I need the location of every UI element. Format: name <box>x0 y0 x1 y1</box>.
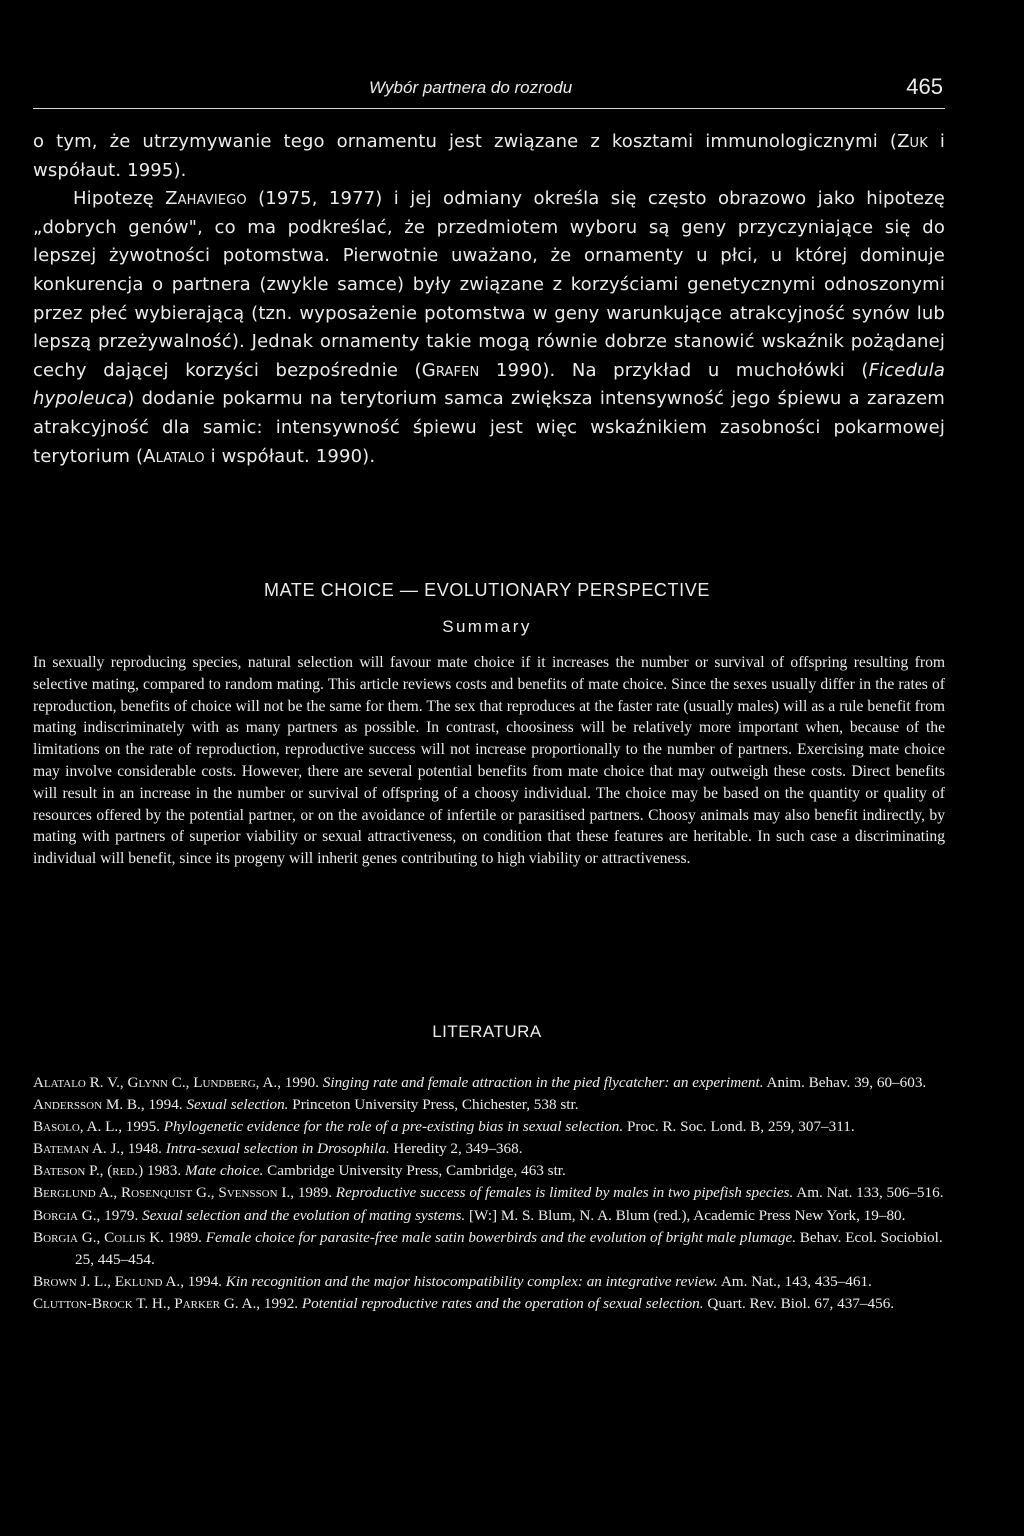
reference-entry <box>33 1160 945 1182</box>
reference-title: Female choice for parasite-free male satin bowerbirds and the evolution of bright male plumage. <box>205 1228 796 1246</box>
reference-title: Reproductive success of females is limited by males in two pipefish species. <box>335 1184 794 1202</box>
reference-year: 1994. <box>184 1272 226 1290</box>
reference-authors: Clutton-Brock T. H., Parker G. A., <box>33 1294 261 1312</box>
literature-title: LITERATURA <box>432 1022 542 1041</box>
paragraph <box>33 128 945 185</box>
reference-source: Am. Nat. 133, 506–516. <box>793 1184 944 1202</box>
citation-author: Zahaviego <box>165 188 247 210</box>
reference-title: Potential reproductive rates and the operation of sexual selection. <box>301 1294 704 1312</box>
reference-title: Phylogenetic evidence for the role of a pre-existing bias in sexual selection. <box>163 1118 624 1136</box>
reference-source: Cambridge University Press, Cambridge, 463 str. <box>263 1162 566 1180</box>
text-run: i współaut. 1995). <box>33 131 946 181</box>
reference-year: 1989. <box>163 1228 206 1246</box>
reference-year: 1992. <box>260 1294 302 1312</box>
reference-source: Princeton University Press, Chichester, 538 str. <box>288 1096 579 1114</box>
reference-entry <box>33 1205 945 1227</box>
reference-year: 1995. <box>122 1118 164 1136</box>
reference-title: Kin recognition and the major histocompatibility complex: an integrative review. <box>225 1272 718 1290</box>
reference-source: [W:] M. S. Blum, N. A. Blum (red.), Academic Press New York, 19–80. <box>465 1206 906 1224</box>
reference-year: 1983. <box>143 1162 185 1180</box>
reference-authors: Andersson M. B., <box>33 1096 145 1114</box>
reference-title: Mate choice. <box>184 1162 264 1180</box>
reference-source: Anim. Behav. 39, 60–603. <box>763 1074 927 1091</box>
reference-year: 1948. <box>124 1140 166 1158</box>
reference-source: Behav. Ecol. Sociobiol. 25, 445–454. <box>75 1228 943 1268</box>
reference-entry <box>33 1182 945 1204</box>
running-title: Wybór partnera do rozrodu <box>369 78 573 97</box>
reference-authors: Bateson P., (red.) <box>33 1162 144 1180</box>
text-run: o tym, że utrzymywanie tego ornamentu jest związane z kosztami immunologicznymi ( <box>33 131 898 152</box>
reference-year: 1979. <box>100 1206 143 1224</box>
reference-authors: Berglund A., Rosenquist G., Svensson I., <box>33 1184 295 1202</box>
reference-title: Sexual selection. <box>186 1096 289 1114</box>
reference-title: Sexual selection and the evolution of mating systems. <box>142 1206 466 1224</box>
text-run: (1975, 1977) i jej odmiany określa się często obrazowo jako hipotezę „dobrych genów", co ma podkreślać, że przedmiotem wyboru są geny przyczyniające się do lepszej żywotności potomstwa. Pierwotnie uważano, że ornamenty u płci, u której dominuje konkurencja o partnera (zwykle samce) były związane z korzyściami genetycznymi odnoszonymi przez płeć wybierającą (tzn. wyposażenie potomstwa w geny warunkujące atrakcyjność synów lub lepszą przeżywalność). Jednak ornamenty takie mogą równie dobrze stanowić wskaźnik pożądanej cechy dającej korzyści bezpośrednie ( <box>33 188 946 381</box>
species-name: Ficedula hypoleuca <box>33 359 945 410</box>
text-run: 1990). Na przykład u muchołówki ( <box>479 359 869 381</box>
reference-source: Proc. R. Soc. Lond. B, 259, 307–311. <box>623 1118 855 1136</box>
citation-author: Grafen <box>421 359 480 381</box>
reference-entry <box>33 1116 945 1138</box>
reference-year: 1989. <box>294 1184 336 1202</box>
page-header <box>33 76 945 109</box>
reference-entry <box>33 1293 945 1315</box>
summary-subtitle: Summary <box>442 617 532 636</box>
reference-entry <box>33 1138 945 1160</box>
reference-source: Am. Nat., 143, 435–461. <box>717 1272 872 1290</box>
reference-authors: Bateman A. J., <box>33 1140 124 1158</box>
text-run: Hipotezę <box>73 188 166 210</box>
reference-authors: Basolo, A. L., <box>33 1118 122 1136</box>
reference-authors: Brown J. L., Eklund A., <box>33 1272 184 1290</box>
page-number: 465 <box>906 74 943 99</box>
reference-entry <box>33 1072 945 1094</box>
reference-year: 1990. <box>281 1074 323 1091</box>
summary-paragraph: In sexually reproducing species, natural selection will favour mate choice if it increases the number or survival of offspring resulting from selective mating, compared to random mating. This article reviews costs and benefits of mate choice. Since the sexes usually differ in the rates of reproduction, benefits of choice will not be the same for them. The sex that reproduces at the faster rate (usually males) will as a rule benefit from mating indiscriminately with as many partners as possible. In contrast, choosiness will be relatively more important when, because of the limitations on the rate of reproduction, reproductive success will not increase proportionally to the number of partners. Exercising mate choice may involve considerable costs. However, there are several potential benefits from mate choice that may outweigh these costs. Direct benefits will result in an increase in the number or survival of offspring of a choosy individual. The choice may be based on the quantity or quality of resources offered by the potential partner, or on the avoidance of infertile or parasitised partners. Choosy animals may also benefit indirectly, by mating with partners of superior viability or sexual attractiveness, on condition that these features are heritable. In such case a discriminating individual will benefit, since its progeny will inherit genes contributing to high viability or attractiveness. <box>33 654 945 868</box>
reference-entry <box>33 1271 945 1293</box>
summary-title: MATE CHOICE — EVOLUTIONARY PERSPECTIVE <box>264 580 710 600</box>
reference-source: Quart. Rev. Biol. 67, 437–456. <box>703 1294 895 1312</box>
reference-entry <box>33 1227 945 1271</box>
citation-author: Zuk <box>897 131 928 152</box>
reference-source: Heredity 2, 349–368. <box>389 1140 523 1158</box>
reference-list <box>33 1072 945 1315</box>
body-text <box>33 128 945 471</box>
reference-entry <box>33 1094 945 1116</box>
reference-title: Singing rate and female attraction in the pied flycatcher: an experiment. <box>322 1074 764 1091</box>
reference-authors: Borgia G., Collis K. <box>33 1228 164 1246</box>
text-run: ) dodanie pokarmu na terytorium samca zwiększa intensywność jego śpiewu a zarazem atrakcyjność dla samic: intensywność śpiewu jest więc wskaźnikiem zasobności pokarmowej terytorium ( <box>33 388 945 467</box>
citation-author: Alatalo <box>143 445 205 467</box>
summary-text <box>33 652 945 870</box>
paragraph <box>33 185 945 471</box>
reference-authors: Borgia G., <box>33 1206 101 1224</box>
reference-title: Intra-sexual selection in Drosophila. <box>165 1140 390 1158</box>
reference-authors: Alatalo R. V., Glynn C., Lundberg, A., <box>33 1074 281 1091</box>
text-run: i współaut. 1990). <box>204 445 376 467</box>
reference-year: 1994. <box>144 1096 187 1114</box>
